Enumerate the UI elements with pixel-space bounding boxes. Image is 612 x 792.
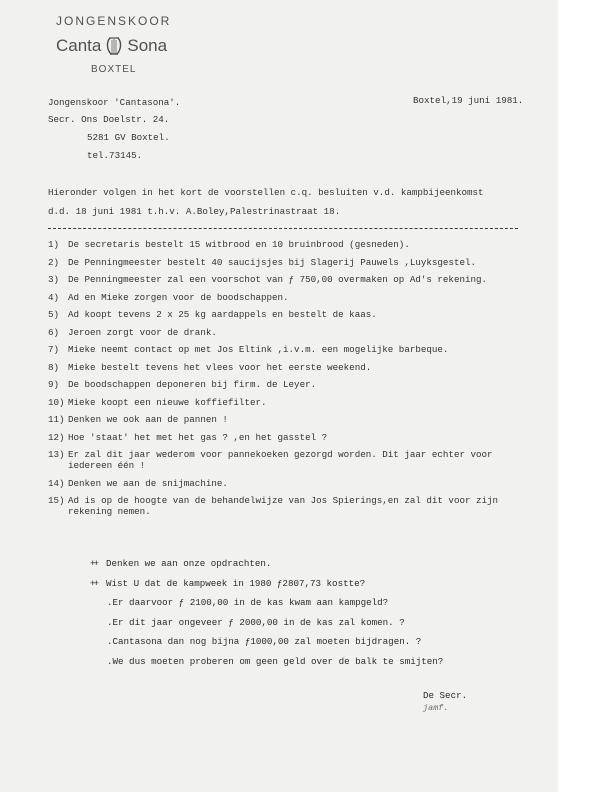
intro-line-1: Hieronder volgen in het kort de voorstellen c.q. besluiten v.d. kampbijeenkomst (48, 187, 484, 198)
list-item: 1) De secretaris bestelt 15 witbrood en 10 bruinbrood (gesneden). (48, 239, 410, 250)
list-item: 5) Ad koopt tevens 2 x 25 kg aardappels en bestelt de kaas. (48, 309, 377, 320)
sender-postcode: 5281 GV Boxtel. (87, 132, 170, 143)
sender-address: Secr. Ons Doelstr. 24. (48, 114, 170, 125)
remark-sub-item: .We dus moeten proberen om geen geld over de balk te smijten? (107, 655, 444, 667)
list-item: 7) Mieke neemt contact op met Jos Eltink ,i.v.m. een mogelijke barbeque. (48, 344, 449, 355)
list-item: 12) Hoe 'staat' het met het gas ? ,en het gasstel ? (48, 431, 328, 443)
remark-sub-item: .Cantasona dan nog bijna ƒ1000,00 zal moeten bijdragen. ? (107, 636, 422, 647)
list-item: 6) Jeroen zorgt voor de drank. (48, 326, 217, 338)
letterhead-title: JONGENSKOOR (56, 14, 172, 28)
letterhead (56, 14, 176, 75)
remark-sub-item: .Er dit jaar ongeveer ƒ 2000,00 in de kas zal komen. ? (107, 616, 405, 628)
list-item: 8) Mieke bestelt tevens het vlees voor het eerste weekend. (48, 361, 372, 373)
list-item: 15) Ad is op de hoogte van de behandelwijze van Jos Spierings,en zal dit voor zijn rekening nemen. (48, 495, 499, 517)
list-item: 10) Mieke koopt een nieuwe koffiefilter. (48, 396, 267, 408)
remark-item: ++ Denken we aan onze opdrachten. (90, 558, 272, 569)
list-item: 14) Denken we aan de snijmachine. (48, 477, 228, 489)
plus-marker: ++ (90, 558, 98, 569)
remark-sub-item: .Er daarvoor ƒ 2100,00 in de kas kwam aan kampgeld? (107, 597, 389, 608)
letterhead-word-right: Sona (127, 36, 168, 55)
sender-name: Jongenskoor 'Cantasona'. (48, 97, 181, 108)
signature-role: De Secr. (423, 690, 468, 701)
divider-line (48, 228, 518, 229)
remark-item: ++ Wist U dat de kampweek in 1980 ƒ2807,73 kostte? (90, 577, 366, 589)
sender-phone: tel.73145. (87, 150, 143, 161)
letter-date: Boxtel,19 juni 1981. (413, 95, 524, 106)
decision-list (48, 239, 538, 524)
intro-line-2: d.d. 18 juni 1981 t.h.v. A.Boley,Palestrinastraat 18. (48, 206, 341, 217)
lyre-icon (105, 34, 123, 58)
letterhead-logo (56, 34, 176, 58)
signature-initials: jamf. (423, 703, 449, 713)
list-item: 3) De Penningmeester zal een voorschot van ƒ 750,00 overmaken op Ad's rekening. (48, 274, 488, 285)
list-item: 13) Er zal dit jaar wederom voor pannekoeken gezorgd worden. Dit jaar echter voor iedereen één ! (48, 449, 493, 471)
letterhead-town: BOXTEL (91, 64, 137, 75)
list-item: 4) Ad en Mieke zorgen voor de boodschappen. (48, 291, 289, 303)
list-item: 9) De boodschappen deponeren bij firm. de Leyer. (48, 379, 317, 390)
letterhead-word-left: Canta (56, 36, 102, 55)
list-item: 2) De Penningmeester bestelt 40 saucijsjes bij Slagerij Pauwels ,Luyksgestel. (48, 256, 476, 268)
signature (423, 690, 467, 714)
remarks-list (90, 558, 550, 675)
list-item: 11) Denken we ook aan de pannen ! (48, 414, 228, 425)
plus-marker: ++ (90, 577, 98, 589)
